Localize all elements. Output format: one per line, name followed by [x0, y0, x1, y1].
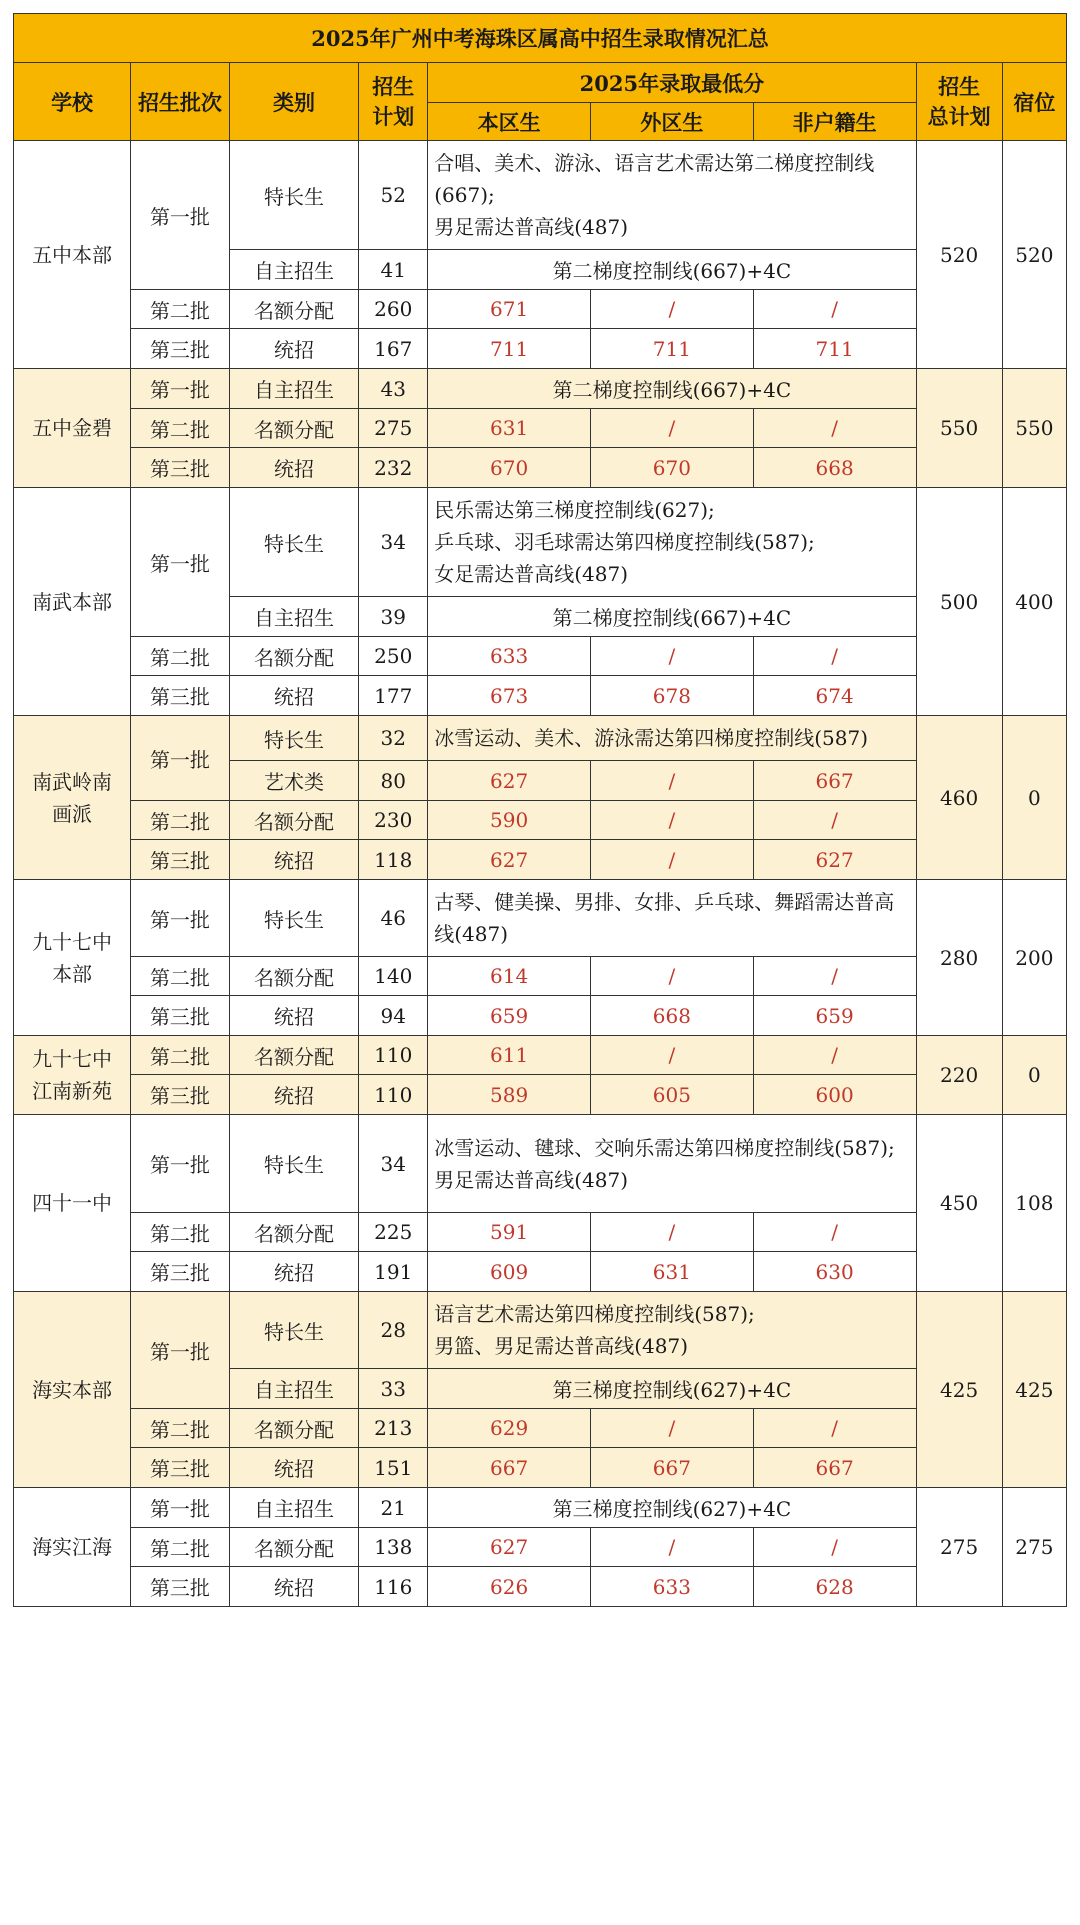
batch-cell: 第二批	[131, 801, 230, 840]
category-cell: 统招	[229, 676, 358, 716]
school-name: 海实江海	[14, 1488, 131, 1607]
score-non-hukou: 711	[753, 329, 916, 369]
total-plan-cell: 460	[916, 716, 1002, 880]
plan-cell: 250	[359, 637, 428, 676]
merged-score-cell: 第二梯度控制线(667)+4C	[428, 369, 916, 409]
total-plan-cell: 280	[916, 880, 1002, 1036]
score-local: 589	[428, 1075, 591, 1115]
plan-cell: 167	[359, 329, 428, 369]
requirement-note: 冰雪运动、毽球、交响乐需达第四梯度控制线(587); 男足需达普高线(487)	[428, 1115, 916, 1213]
category-cell: 统招	[229, 1448, 358, 1488]
category-cell: 名额分配	[229, 637, 358, 676]
school-name: 海实本部	[14, 1292, 131, 1488]
table-row	[14, 329, 1067, 369]
score-other-district: 711	[591, 329, 754, 369]
category-cell: 统招	[229, 448, 358, 488]
score-non-hukou: 667	[753, 761, 916, 801]
plan-cell: 151	[359, 1448, 428, 1488]
table-row	[14, 996, 1067, 1036]
school-name: 五中金碧	[14, 369, 131, 488]
requirement-note: 合唱、美术、游泳、语言艺术需达第二梯度控制线(667); 男足需达普高线(487)	[428, 141, 916, 250]
school-name: 九十七中 江南新苑	[14, 1036, 131, 1115]
requirement-note: 冰雪运动、美术、游泳需达第四梯度控制线(587)	[428, 716, 916, 761]
score-local: 673	[428, 676, 591, 716]
score-non-hukou: 674	[753, 676, 916, 716]
category-cell: 名额分配	[229, 957, 358, 996]
total-plan-cell: 450	[916, 1115, 1002, 1292]
score-non-hukou: /	[753, 637, 916, 676]
score-local: 627	[428, 1528, 591, 1567]
category-cell: 自主招生	[229, 1488, 358, 1528]
dorm-cell: 550	[1002, 369, 1066, 488]
score-other-district: 605	[591, 1075, 754, 1115]
school-name: 九十七中 本部	[14, 880, 131, 1036]
category-cell: 特长生	[229, 880, 358, 957]
score-local: 667	[428, 1448, 591, 1488]
table-row	[14, 637, 1067, 676]
header-non-hukou: 非户籍生	[753, 103, 916, 141]
score-other-district: /	[591, 1528, 754, 1567]
batch-cell: 第三批	[131, 1448, 230, 1488]
batch-cell: 第三批	[131, 448, 230, 488]
score-local: 629	[428, 1409, 591, 1448]
score-other-district: /	[591, 801, 754, 840]
merged-score-cell: 第三梯度控制线(627)+4C	[428, 1369, 916, 1409]
score-local: 614	[428, 957, 591, 996]
table-row	[14, 1528, 1067, 1567]
plan-cell: 225	[359, 1213, 428, 1252]
category-cell: 名额分配	[229, 1528, 358, 1567]
score-other-district: 631	[591, 1252, 754, 1292]
score-other-district: 667	[591, 1448, 754, 1488]
school-name: 南武岭南 画派	[14, 716, 131, 880]
school-name: 五中本部	[14, 141, 131, 369]
score-non-hukou: /	[753, 1528, 916, 1567]
batch-cell: 第二批	[131, 1213, 230, 1252]
table-body	[14, 141, 1067, 1607]
admission-table	[13, 13, 1067, 1607]
category-cell: 自主招生	[229, 369, 358, 409]
category-cell: 名额分配	[229, 409, 358, 448]
score-local: 627	[428, 761, 591, 801]
batch-cell: 第三批	[131, 840, 230, 880]
plan-cell: 32	[359, 716, 428, 761]
table-row	[14, 676, 1067, 716]
header-total-plan: 招生 总计划	[916, 63, 1002, 141]
table-row	[14, 880, 1067, 957]
table-row	[14, 1409, 1067, 1448]
plan-cell: 177	[359, 676, 428, 716]
requirement-note: 民乐需达第三梯度控制线(627); 乒乓球、羽毛球需达第四梯度控制线(587); 女足需达普高线(487)	[428, 488, 916, 597]
category-cell: 特长生	[229, 488, 358, 597]
batch-cell: 第二批	[131, 1036, 230, 1075]
header-batch: 招生批次	[131, 63, 230, 141]
total-plan-cell: 550	[916, 369, 1002, 488]
score-non-hukou: /	[753, 290, 916, 329]
table-title: 2025年广州中考海珠区属高中招生录取情况汇总	[14, 14, 1067, 63]
table-row	[14, 141, 1067, 250]
plan-cell: 34	[359, 1115, 428, 1213]
score-non-hukou: /	[753, 409, 916, 448]
category-cell: 统招	[229, 329, 358, 369]
table-row	[14, 1213, 1067, 1252]
batch-cell: 第三批	[131, 996, 230, 1036]
plan-cell: 94	[359, 996, 428, 1036]
plan-cell: 110	[359, 1036, 428, 1075]
table-row	[14, 840, 1067, 880]
total-plan-cell: 220	[916, 1036, 1002, 1115]
batch-cell: 第一批	[131, 369, 230, 409]
table-row	[14, 409, 1067, 448]
dorm-cell: 0	[1002, 1036, 1066, 1115]
category-cell: 名额分配	[229, 290, 358, 329]
score-non-hukou: /	[753, 957, 916, 996]
total-plan-cell: 500	[916, 488, 1002, 716]
plan-cell: 43	[359, 369, 428, 409]
school-name: 四十一中	[14, 1115, 131, 1292]
category-cell: 艺术类	[229, 761, 358, 801]
plan-cell: 52	[359, 141, 428, 250]
category-cell: 自主招生	[229, 250, 358, 290]
category-cell: 名额分配	[229, 1036, 358, 1075]
admission-summary	[13, 13, 1067, 1607]
table-row	[14, 1488, 1067, 1528]
batch-cell: 第二批	[131, 409, 230, 448]
batch-cell: 第三批	[131, 1252, 230, 1292]
table-row	[14, 1115, 1067, 1213]
batch-cell: 第二批	[131, 290, 230, 329]
table-row	[14, 1448, 1067, 1488]
score-non-hukou: 659	[753, 996, 916, 1036]
score-other-district: 633	[591, 1567, 754, 1607]
table-row	[14, 290, 1067, 329]
plan-cell: 118	[359, 840, 428, 880]
total-plan-cell: 520	[916, 141, 1002, 369]
score-other-district: 670	[591, 448, 754, 488]
batch-cell: 第一批	[131, 1488, 230, 1528]
score-non-hukou: 667	[753, 1448, 916, 1488]
plan-cell: 110	[359, 1075, 428, 1115]
category-cell: 统招	[229, 1252, 358, 1292]
category-cell: 特长生	[229, 1292, 358, 1369]
plan-cell: 41	[359, 250, 428, 290]
score-other-district: /	[591, 1409, 754, 1448]
header-local: 本区生	[428, 103, 591, 141]
plan-cell: 116	[359, 1567, 428, 1607]
table-row	[14, 801, 1067, 840]
score-other-district: /	[591, 637, 754, 676]
table-row	[14, 957, 1067, 996]
score-local: 633	[428, 637, 591, 676]
batch-cell: 第三批	[131, 329, 230, 369]
score-local: 591	[428, 1213, 591, 1252]
score-other-district: /	[591, 840, 754, 880]
batch-cell: 第二批	[131, 1528, 230, 1567]
score-local: 590	[428, 801, 591, 840]
batch-cell: 第一批	[131, 488, 230, 637]
score-local: 659	[428, 996, 591, 1036]
category-cell: 名额分配	[229, 1213, 358, 1252]
plan-cell: 34	[359, 488, 428, 597]
category-cell: 特长生	[229, 141, 358, 250]
category-cell: 特长生	[229, 716, 358, 761]
dorm-cell: 400	[1002, 488, 1066, 716]
header-plan: 招生 计划	[359, 63, 428, 141]
table-row	[14, 1292, 1067, 1369]
plan-cell: 33	[359, 1369, 428, 1409]
plan-cell: 275	[359, 409, 428, 448]
batch-cell: 第二批	[131, 1409, 230, 1448]
score-non-hukou: /	[753, 1213, 916, 1252]
plan-cell: 230	[359, 801, 428, 840]
batch-cell: 第一批	[131, 880, 230, 957]
score-other-district: /	[591, 957, 754, 996]
score-local: 631	[428, 409, 591, 448]
table-row	[14, 1252, 1067, 1292]
plan-cell: 232	[359, 448, 428, 488]
category-cell: 特长生	[229, 1115, 358, 1213]
batch-cell: 第一批	[131, 141, 230, 290]
batch-cell: 第三批	[131, 676, 230, 716]
category-cell: 自主招生	[229, 597, 358, 637]
header-category: 类别	[229, 63, 358, 141]
school-name: 南武本部	[14, 488, 131, 716]
plan-cell: 21	[359, 1488, 428, 1528]
plan-cell: 260	[359, 290, 428, 329]
score-non-hukou: 628	[753, 1567, 916, 1607]
header-min-score: 2025年录取最低分	[428, 63, 916, 103]
table-row	[14, 448, 1067, 488]
score-other-district: /	[591, 409, 754, 448]
batch-cell: 第一批	[131, 1292, 230, 1409]
batch-cell: 第一批	[131, 1115, 230, 1213]
dorm-cell: 108	[1002, 1115, 1066, 1292]
requirement-note: 古琴、健美操、男排、女排、乒乓球、舞蹈需达普高线(487)	[428, 880, 916, 957]
score-local: 626	[428, 1567, 591, 1607]
score-local: 627	[428, 840, 591, 880]
score-other-district: 668	[591, 996, 754, 1036]
batch-cell: 第二批	[131, 957, 230, 996]
category-cell: 自主招生	[229, 1369, 358, 1409]
table-row	[14, 369, 1067, 409]
batch-cell: 第三批	[131, 1075, 230, 1115]
score-non-hukou: /	[753, 801, 916, 840]
score-non-hukou: 627	[753, 840, 916, 880]
header-school: 学校	[14, 63, 131, 141]
plan-cell: 39	[359, 597, 428, 637]
table-row	[14, 1075, 1067, 1115]
dorm-cell: 200	[1002, 880, 1066, 1036]
category-cell: 名额分配	[229, 1409, 358, 1448]
table-row	[14, 716, 1067, 761]
category-cell: 名额分配	[229, 801, 358, 840]
plan-cell: 138	[359, 1528, 428, 1567]
total-plan-cell: 275	[916, 1488, 1002, 1607]
score-local: 670	[428, 448, 591, 488]
score-non-hukou: /	[753, 1036, 916, 1075]
header-other-district: 外区生	[591, 103, 754, 141]
category-cell: 统招	[229, 1567, 358, 1607]
score-other-district: 678	[591, 676, 754, 716]
batch-cell: 第二批	[131, 637, 230, 676]
merged-score-cell: 第二梯度控制线(667)+4C	[428, 250, 916, 290]
score-local: 711	[428, 329, 591, 369]
score-local: 671	[428, 290, 591, 329]
score-non-hukou: 600	[753, 1075, 916, 1115]
plan-cell: 140	[359, 957, 428, 996]
total-plan-cell: 425	[916, 1292, 1002, 1488]
merged-score-cell: 第二梯度控制线(667)+4C	[428, 597, 916, 637]
score-non-hukou: /	[753, 1409, 916, 1448]
score-other-district: /	[591, 1036, 754, 1075]
dorm-cell: 275	[1002, 1488, 1066, 1607]
score-local: 611	[428, 1036, 591, 1075]
batch-cell: 第一批	[131, 716, 230, 801]
score-non-hukou: 630	[753, 1252, 916, 1292]
score-other-district: /	[591, 1213, 754, 1252]
score-other-district: /	[591, 290, 754, 329]
plan-cell: 80	[359, 761, 428, 801]
table-row	[14, 488, 1067, 597]
plan-cell: 213	[359, 1409, 428, 1448]
merged-score-cell: 第三梯度控制线(627)+4C	[428, 1488, 916, 1528]
category-cell: 统招	[229, 996, 358, 1036]
score-non-hukou: 668	[753, 448, 916, 488]
score-other-district: /	[591, 761, 754, 801]
dorm-cell: 520	[1002, 141, 1066, 369]
table-row	[14, 1036, 1067, 1075]
plan-cell: 191	[359, 1252, 428, 1292]
plan-cell: 28	[359, 1292, 428, 1369]
header-dorm: 宿位	[1002, 63, 1066, 141]
plan-cell: 46	[359, 880, 428, 957]
dorm-cell: 0	[1002, 716, 1066, 880]
category-cell: 统招	[229, 840, 358, 880]
category-cell: 统招	[229, 1075, 358, 1115]
score-local: 609	[428, 1252, 591, 1292]
requirement-note: 语言艺术需达第四梯度控制线(587); 男篮、男足需达普高线(487)	[428, 1292, 916, 1369]
table-row	[14, 1567, 1067, 1607]
batch-cell: 第三批	[131, 1567, 230, 1607]
dorm-cell: 425	[1002, 1292, 1066, 1488]
